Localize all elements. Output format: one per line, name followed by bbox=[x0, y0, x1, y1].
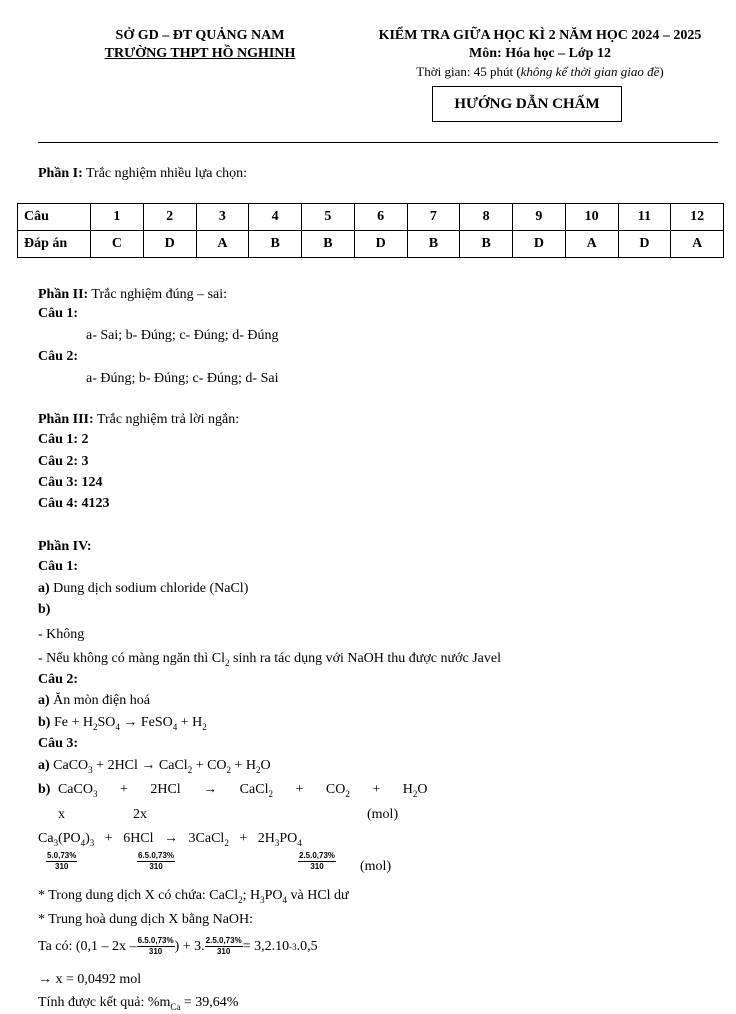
note-solution-x: * Trong dung dịch X có chứa: CaCl$_2$; $H_3PO_4$ và HCl dư bbox=[38, 888, 349, 905]
answer-cell: A bbox=[565, 231, 618, 258]
calc-equation: Ta có: (0,1 – 2x – $\frac{6.5.0,73\%}{310}$ ) + 3. $\frac{2.5.0,73\%}{310}$ = 3,2.10 -3 .0,5 bbox=[38, 936, 318, 956]
answer-cell: D bbox=[618, 231, 671, 258]
part3-heading: Phần III: Trắc nghiệm trả lời ngắn: bbox=[38, 412, 240, 427]
answer-table bbox=[17, 203, 724, 258]
answer-header: Đáp án bbox=[18, 231, 91, 258]
part2-q1-answer: a- Sai; b- Đúng; c- Đúng; d- Đúng bbox=[86, 328, 279, 343]
mol-unit-2: (mol) bbox=[360, 859, 392, 874]
part4-q3-label: Câu 3: bbox=[38, 736, 79, 751]
part4-q2-b: b) $Fe + H_2SO_4$ → FeSO$_4$ + $H_2$ bbox=[38, 715, 207, 732]
mol-unit: (mol) bbox=[367, 807, 399, 822]
part4-q1-a: a) Dung dịch sodium chloride (NaCl) bbox=[38, 581, 249, 596]
part3-answer: Câu 4: 4123 bbox=[38, 496, 110, 511]
question-cell: 6 bbox=[354, 204, 407, 231]
exam-subject: Môn: Hóa học – Lớp 12 bbox=[469, 46, 611, 61]
question-cell: 8 bbox=[460, 204, 513, 231]
part4-q2-a: a) Ăn mòn điện hoá bbox=[38, 693, 150, 708]
answer-row bbox=[18, 231, 724, 258]
question-cell: 3 bbox=[196, 204, 249, 231]
school-name: TRƯỜNG THPT HỒ NGHINH bbox=[104, 46, 296, 61]
mol-x: x bbox=[58, 807, 65, 822]
answer-cell: D bbox=[513, 231, 566, 258]
answer-cell: A bbox=[196, 231, 249, 258]
answer-cell: B bbox=[460, 231, 513, 258]
part4-q1-b-label: b) bbox=[38, 602, 51, 617]
part2-q2-answer: a- Đúng; b- Đúng; c- Đúng; d- Sai bbox=[86, 371, 279, 386]
part4-q3-b-equation: b) CaCO$_3$ + 2HCl → CaCl$_2$ + $CO_2 + H_2O$ bbox=[38, 782, 428, 799]
question-cell: 5 bbox=[302, 204, 355, 231]
answer-cell: B bbox=[407, 231, 460, 258]
part2-q2-label: Câu 2: bbox=[38, 349, 79, 364]
exam-title: KIỂM TRA GIỮA HỌC KÌ 2 NĂM HỌC 2024 – 2025 bbox=[378, 28, 702, 43]
question-cell: 7 bbox=[407, 204, 460, 231]
part1-heading: Phần I: Trắc nghiệm nhiều lựa chọn: bbox=[38, 166, 248, 181]
question-row bbox=[18, 204, 724, 231]
mol-fraction-1: $\frac{5.0,73\%}{310}$ bbox=[47, 851, 77, 871]
part4-q1-label: Câu 1: bbox=[38, 559, 79, 574]
final-result: Tính được kết quả: $\%m_{Ca} = 39,64\%$ bbox=[38, 995, 239, 1012]
part4-heading: Phần IV: bbox=[38, 539, 92, 554]
x-result: → x = 0,0492 mol bbox=[38, 972, 142, 987]
part4-q1-b-line1: - Không bbox=[38, 627, 85, 642]
divider bbox=[38, 142, 718, 143]
question-cell: 12 bbox=[671, 204, 724, 231]
mol-fraction-3: $\frac{2.5.0,73\%}{310}$ bbox=[299, 851, 336, 871]
phosphate-equation: $Ca_3(PO_4)_3 + 6HCl$ → 3CaCl$_2$ + $2H_3PO_4$ bbox=[38, 831, 302, 848]
question-cell: 4 bbox=[249, 204, 302, 231]
part3-answer: Câu 1: 2 bbox=[38, 432, 89, 447]
part3-answer: Câu 2: 3 bbox=[38, 454, 89, 469]
answer-cell: A bbox=[671, 231, 724, 258]
part2-heading: Phần II: Trắc nghiệm đúng – sai: bbox=[38, 287, 228, 302]
answer-key-title: HƯỚNG DẪN CHẤM bbox=[432, 86, 622, 122]
answer-cell: D bbox=[143, 231, 196, 258]
answer-cell: C bbox=[91, 231, 144, 258]
note-neutralize: * Trung hoà dung dịch X bằng NaOH: bbox=[38, 912, 254, 927]
part2-q1-label: Câu 1: bbox=[38, 306, 79, 321]
answer-cell: D bbox=[354, 231, 407, 258]
part4-q2-label: Câu 2: bbox=[38, 672, 79, 687]
mol-fraction-2: $\frac{6.5.0,73\%}{310}$ bbox=[138, 851, 175, 871]
part4-q3-a: a) CaCO$_3$ + 2HCl → CaCl$_2$ + $CO_2 + H_2O$ bbox=[38, 758, 271, 775]
question-cell: 9 bbox=[513, 204, 566, 231]
question-cell: 2 bbox=[143, 204, 196, 231]
question-header: Câu bbox=[18, 204, 91, 231]
exam-time: Thời gian: 45 phút (không kể thời gian giao đề) bbox=[416, 64, 664, 79]
question-cell: 10 bbox=[565, 204, 618, 231]
department-name: SỞ GD – ĐT QUẢNG NAM bbox=[115, 28, 285, 43]
question-cell: 11 bbox=[618, 204, 671, 231]
answer-cell: B bbox=[249, 231, 302, 258]
answer-cell: B bbox=[302, 231, 355, 258]
mol-2x: 2x bbox=[133, 807, 147, 822]
part3-answer: Câu 3: 124 bbox=[38, 475, 103, 490]
part4-q1-b-line2: - Nếu không có màng ngăn thì $Cl_2$ sinh ra tác dụng với NaOH thu được nước Javel bbox=[38, 651, 501, 668]
question-cell: 1 bbox=[91, 204, 144, 231]
